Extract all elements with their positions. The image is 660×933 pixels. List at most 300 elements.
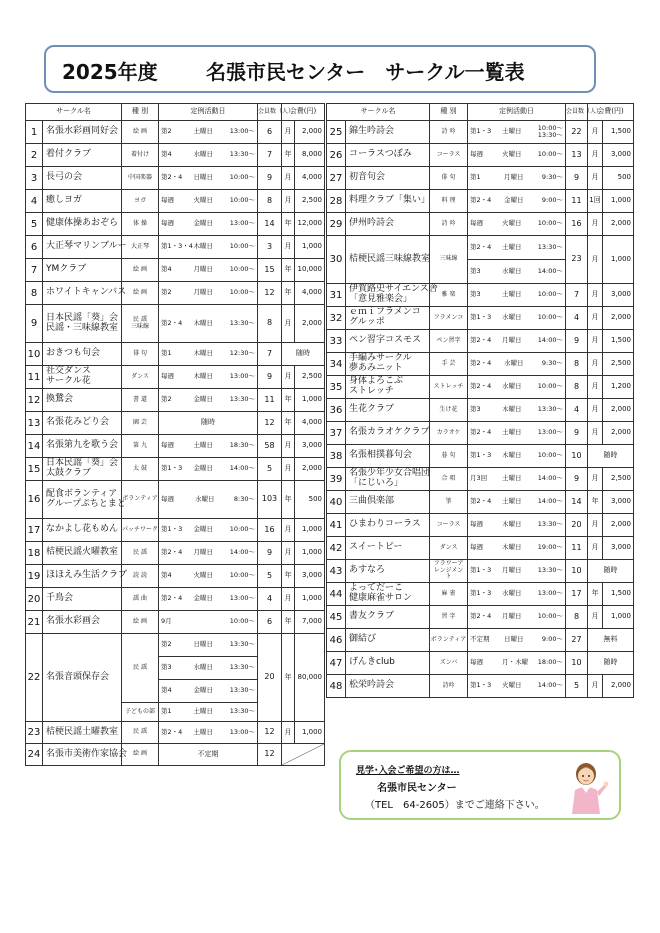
category: 詩 吟 xyxy=(430,213,468,236)
fee-amount: 2,500 xyxy=(603,468,634,491)
circle-table-right xyxy=(326,103,634,698)
contact-org: 名張市民センター xyxy=(377,783,457,794)
schedule-day: 木曜日 xyxy=(193,242,213,251)
schedule-frequency: 第2・4 xyxy=(161,548,183,557)
schedule xyxy=(159,373,257,380)
member-count: 8 xyxy=(258,305,282,343)
schedule-cell xyxy=(159,190,258,213)
schedule-cell xyxy=(159,458,258,481)
circle-row xyxy=(26,282,325,305)
category: 絵 画 xyxy=(122,259,159,282)
fee-amount: 2,000 xyxy=(603,675,634,698)
fee-note: 随時 xyxy=(588,445,634,468)
schedule xyxy=(159,266,257,273)
schedule-time: 10:00～ xyxy=(229,617,256,626)
schedule-time-2: 13:30～ xyxy=(537,131,564,139)
schedule-day: 月曜日 xyxy=(502,566,522,575)
fee-amount: 2,000 xyxy=(603,307,634,330)
schedule-time: 13:30～ xyxy=(537,242,564,251)
row-number: 23 xyxy=(26,722,43,744)
schedule-time: 12:30～ xyxy=(229,349,256,358)
schedule-cell xyxy=(159,282,258,305)
fee-unit: 月 xyxy=(282,305,295,343)
schedule-time: 10:00～ xyxy=(229,265,256,274)
schedule-time: 9:00～ xyxy=(541,196,564,205)
circle-row xyxy=(327,399,634,422)
category: 料 理 xyxy=(430,190,468,213)
schedule-day: 火曜日 xyxy=(193,196,213,205)
schedule-day: 木曜日 xyxy=(502,451,522,460)
category: ズンバ xyxy=(430,652,468,675)
schedule-time: 13:00～ xyxy=(229,727,256,736)
circle-name: 名張相撲暮句会 xyxy=(346,445,430,468)
schedule-frequency: 第2 xyxy=(161,395,172,404)
fee-unit: 月 xyxy=(282,167,295,190)
schedule-frequency: 第3 xyxy=(161,663,172,672)
schedule-frequency: 第2・4 xyxy=(161,727,183,736)
schedule-cell xyxy=(468,284,566,307)
row-number: 25 xyxy=(327,121,346,144)
schedule-frequency: 毎週 xyxy=(470,150,484,159)
row-number: 22 xyxy=(26,634,43,722)
category: 第 九 xyxy=(122,435,159,458)
circle-name: 名張市美術作家協会 xyxy=(43,744,122,766)
circle-row xyxy=(327,376,634,399)
category-line: フラワーア xyxy=(433,560,464,568)
fee-amount: 1,000 xyxy=(603,236,634,284)
circle-row xyxy=(327,144,634,167)
category-line: ト xyxy=(445,573,452,581)
schedule-frequency: 第1 xyxy=(161,349,172,358)
member-count: 12 xyxy=(258,282,282,305)
fee-amount: 1,000 xyxy=(295,236,325,259)
schedule-day: 水曜日 xyxy=(193,150,213,159)
fee-unit: 年 xyxy=(282,144,295,167)
circle-name: スイートピー xyxy=(346,537,430,560)
schedule-frequency: 第2・4 xyxy=(470,359,492,368)
schedule-frequency: 第1・3 xyxy=(470,681,492,690)
schedule-note: 不定期 xyxy=(159,744,258,766)
fee-unit: 年 xyxy=(282,282,295,305)
circle-row xyxy=(26,389,325,412)
schedule-time: 18:00～ xyxy=(537,658,564,667)
circle-row xyxy=(26,412,325,435)
schedule xyxy=(468,659,565,666)
schedule-cell xyxy=(159,565,258,588)
category: 合 唱 xyxy=(430,468,468,491)
circle-row xyxy=(327,629,634,652)
fee-amount: 2,500 xyxy=(295,190,325,213)
circle-row xyxy=(327,468,634,491)
circle-name: 生花クラブ xyxy=(346,399,430,422)
schedule xyxy=(159,687,257,694)
circle-name: 換鵞会 xyxy=(43,389,122,412)
category-line: 三味線 xyxy=(131,322,150,330)
fee-unit: 月 xyxy=(588,468,603,491)
category: ストレッチ xyxy=(430,376,468,399)
category: 習 字 xyxy=(430,606,468,629)
fee-amount: 2,500 xyxy=(603,353,634,376)
row-number: 34 xyxy=(327,353,346,376)
fee-amount: 2,500 xyxy=(295,366,325,389)
schedule-frequency: 第3 xyxy=(470,266,481,275)
circle-name xyxy=(346,376,430,399)
circle-row xyxy=(26,167,325,190)
contact-box xyxy=(339,750,621,820)
row-number: 31 xyxy=(327,284,346,307)
circle-name-line: 太鼓クラブ xyxy=(46,468,92,478)
contact-intro: 見学･入会ご希望の方は… xyxy=(356,766,460,776)
schedule-frequency: 毎週 xyxy=(470,543,484,552)
schedule-day: 木曜日 xyxy=(502,543,522,552)
schedule-time: 13:30～ xyxy=(229,686,256,695)
member-count: 6 xyxy=(258,611,282,634)
schedule xyxy=(159,618,257,625)
schedule-time: 13:30～ xyxy=(229,707,256,716)
schedule-day: 日曜日 xyxy=(503,635,524,644)
circle-name: 千鳥会 xyxy=(43,588,122,611)
schedule-frequency: 第2・4 xyxy=(470,428,492,437)
fee-amount: 1,000 xyxy=(295,722,325,744)
schedule-cell xyxy=(159,680,258,703)
schedule-cell xyxy=(159,519,258,542)
circle-name: 癒しヨガ xyxy=(43,190,122,213)
schedule-frequency: 第1・3 xyxy=(470,313,492,322)
fee-amount: 2,000 xyxy=(603,422,634,445)
circle-name: 名張第九を歌う会 xyxy=(43,435,122,458)
circle-row xyxy=(26,611,325,634)
fee-unit: 月 xyxy=(588,399,603,422)
member-count: 8 xyxy=(566,376,588,399)
category: 手 芸 xyxy=(430,353,468,376)
schedule-day: 火曜日 xyxy=(502,219,522,228)
circle-row xyxy=(327,307,634,330)
circle-name xyxy=(43,458,122,481)
schedule xyxy=(159,496,257,503)
schedule-day: 火曜日 xyxy=(193,571,213,580)
category: ボランティア xyxy=(430,629,468,652)
circle-name: 松栄吟詩会 xyxy=(346,675,430,698)
member-count: 12 xyxy=(258,722,282,744)
category: コーラス xyxy=(430,144,468,167)
circle-row xyxy=(327,652,634,675)
circle-row xyxy=(26,634,325,657)
row-number: 6 xyxy=(26,236,43,259)
schedule-cell xyxy=(468,213,566,236)
schedule-day: 木曜日 xyxy=(193,318,213,327)
category: 俳 句 xyxy=(122,343,159,366)
schedule-cell xyxy=(159,588,258,611)
circle-name: ほほえみ生活クラブ xyxy=(43,565,122,588)
fee-unit: 月 xyxy=(282,588,295,611)
circle-name xyxy=(43,305,122,343)
circle-name xyxy=(346,353,430,376)
row-number: 42 xyxy=(327,537,346,560)
schedule-day: 土曜日 xyxy=(502,428,522,437)
schedule-frequency: 第1・3 xyxy=(161,525,183,534)
header-row xyxy=(26,104,325,121)
schedule-day: 月曜日 xyxy=(193,288,213,297)
schedule-day: 土曜日 xyxy=(193,441,213,450)
schedule-day: 木曜日 xyxy=(193,349,213,358)
schedule-time: 14:00～ xyxy=(537,681,564,690)
fee-amount: 3,000 xyxy=(295,565,325,588)
category: ダンス xyxy=(122,366,159,389)
member-count: 8 xyxy=(258,190,282,213)
schedule xyxy=(468,268,565,275)
schedule xyxy=(159,664,257,671)
category: 絵 画 xyxy=(122,282,159,305)
schedule-day: 水曜日 xyxy=(502,589,522,598)
row-number: 20 xyxy=(26,588,43,611)
schedule-frequency: 第1・3・4 xyxy=(161,242,193,251)
row-number: 13 xyxy=(26,412,43,435)
schedule-frequency: 第2・4 xyxy=(470,196,492,205)
fee-amount: 2,000 xyxy=(603,399,634,422)
schedule-frequency: 第2・4 xyxy=(470,242,492,251)
circle-name xyxy=(43,366,122,389)
fee-unit: 月 xyxy=(588,121,603,144)
fee-unit: 月 xyxy=(282,542,295,565)
schedule xyxy=(468,125,565,139)
schedule xyxy=(159,289,257,296)
fee-unit: 月 xyxy=(588,606,603,629)
member-count: 23 xyxy=(566,236,588,284)
fee-unit: 月 xyxy=(282,458,295,481)
schedule-time: 10:00～ xyxy=(537,290,564,299)
circle-name-line: 「にじいろ」 xyxy=(349,478,404,488)
row-number: 47 xyxy=(327,652,346,675)
schedule xyxy=(159,396,257,403)
schedule-time: 13:30～ xyxy=(229,318,256,327)
schedule-time: 13:30～ xyxy=(537,520,564,529)
circle-name-line: 伊賀路史サイエンス舎 xyxy=(349,284,438,295)
schedule-cell xyxy=(159,121,258,144)
fee-amount: 1,000 xyxy=(603,606,634,629)
circle-row xyxy=(327,675,634,698)
row-number: 3 xyxy=(26,167,43,190)
schedule-cell xyxy=(159,144,258,167)
schedule-frequency: 第1・3 xyxy=(470,127,492,136)
schedule-frequency: 毎週 xyxy=(161,441,175,450)
schedule-time: 10:00～ xyxy=(229,196,256,205)
schedule xyxy=(468,314,565,321)
schedule-cell xyxy=(468,330,566,353)
member-count: 12 xyxy=(258,744,282,766)
fee-unit: 年 xyxy=(282,259,295,282)
circle-row xyxy=(26,144,325,167)
fee-unit: 月 xyxy=(282,121,295,144)
schedule-time: 13:30～ xyxy=(229,663,256,672)
category: 箏 xyxy=(430,491,468,514)
schedule-cell xyxy=(468,560,566,583)
header-fee: 会費(円) xyxy=(282,104,325,121)
category: ヨガ xyxy=(122,190,159,213)
schedule-time: 13:00～ xyxy=(537,428,564,437)
schedule xyxy=(159,708,257,715)
header-name: サークル名 xyxy=(26,104,122,121)
schedule-time: 13:00～ xyxy=(229,127,256,136)
schedule-frequency: 第2 xyxy=(161,127,172,136)
title-year: 2025年度 xyxy=(62,60,158,84)
schedule-frequency: 第2 xyxy=(161,288,172,297)
row-number: 43 xyxy=(327,560,346,583)
circle-name xyxy=(346,468,430,491)
member-count: 4 xyxy=(566,307,588,330)
row-number: 24 xyxy=(26,744,43,766)
schedule-time: 13:00～ xyxy=(229,219,256,228)
schedule-day: 土曜日 xyxy=(193,727,213,736)
schedule-day: 水曜日 xyxy=(193,663,213,672)
schedule-time: 10:00～ xyxy=(537,150,564,159)
schedule-time: 14:00～ xyxy=(537,266,564,275)
schedule-time: 14:00～ xyxy=(537,497,564,506)
schedule-cell xyxy=(468,514,566,537)
circle-row xyxy=(327,353,634,376)
schedule-day: 日曜日 xyxy=(193,173,213,182)
schedule-cell xyxy=(468,121,566,144)
schedule xyxy=(468,244,565,251)
schedule-frequency: 毎週 xyxy=(470,658,484,667)
fee-unit: 月 xyxy=(588,307,603,330)
member-count: 9 xyxy=(566,330,588,353)
schedule-time: 13:30～ xyxy=(229,150,256,159)
member-count: 10 xyxy=(566,652,588,675)
member-count: 27 xyxy=(566,629,588,652)
category: ダンス xyxy=(430,537,468,560)
fee-unit: 月 xyxy=(282,435,295,458)
schedule-day: 月曜日 xyxy=(503,173,524,182)
circle-name: ペン習字コスモス xyxy=(346,330,430,353)
circle-row xyxy=(26,588,325,611)
schedule-frequency: 第1 xyxy=(470,173,481,182)
fee-unit: 月 xyxy=(588,236,603,284)
fee-amount: 2,000 xyxy=(295,305,325,343)
schedule xyxy=(159,350,257,357)
fee-unit: 年 xyxy=(588,491,603,514)
row-number: 4 xyxy=(26,190,43,213)
fee-amount: 3,000 xyxy=(603,491,634,514)
category xyxy=(430,560,468,583)
circle-row xyxy=(26,343,325,366)
schedule-cell xyxy=(159,366,258,389)
schedule-time: 14:00～ xyxy=(537,474,564,483)
circle-name: 桔梗民謡火曜教室 xyxy=(43,542,122,565)
header-fee: 会費(円) xyxy=(588,104,634,121)
row-number: 45 xyxy=(327,606,346,629)
category-line: 民 謡 xyxy=(133,315,147,323)
schedule-day: 月曜日 xyxy=(193,265,213,274)
member-count: 4 xyxy=(258,588,282,611)
schedule-day: 月曜日 xyxy=(193,548,213,557)
circle-name: 大正琴マリンブルー xyxy=(43,236,122,259)
schedule-time: 10:00～ xyxy=(229,242,256,251)
schedule xyxy=(159,641,257,648)
schedule-time: 10:00～ xyxy=(537,451,564,460)
schedule-day: 月曜日 xyxy=(502,336,522,345)
category: 絵 画 xyxy=(122,744,159,766)
circle-name-line: 身体よろこぶ xyxy=(349,376,404,387)
schedule-time: 10:00～ xyxy=(229,173,256,182)
circle-row xyxy=(327,583,634,606)
schedule-cell xyxy=(159,167,258,190)
row-number: 5 xyxy=(26,213,43,236)
schedule xyxy=(468,567,565,574)
circle-name-line: よってだーこ xyxy=(349,583,404,594)
schedule-day: 金曜日 xyxy=(193,395,213,404)
circle-name xyxy=(43,481,126,519)
fee-unit: 年 xyxy=(282,634,295,722)
circle-name-line: 「意見雅楽会」 xyxy=(349,294,413,304)
schedule-day: 水曜日 xyxy=(502,382,522,391)
category: 着付け xyxy=(122,144,159,167)
schedule-cell xyxy=(159,305,258,343)
circle-table-left xyxy=(25,103,325,766)
schedule xyxy=(159,572,257,579)
schedule-day: 土曜日 xyxy=(193,707,213,716)
category: 麻 雀 xyxy=(430,583,468,606)
schedule-frequency: 第4 xyxy=(161,686,172,695)
fee-unit: 月 xyxy=(282,519,295,542)
schedule-time: 10:00～ xyxy=(229,288,256,297)
schedule-time: 13:00～ xyxy=(229,372,256,381)
schedule xyxy=(159,320,257,327)
schedule xyxy=(468,337,565,344)
circle-row xyxy=(327,491,634,514)
member-count: 16 xyxy=(258,519,282,542)
fee-unit: 月 xyxy=(282,236,295,259)
fee-note: 随時 xyxy=(588,560,634,583)
member-count: 103 xyxy=(258,481,282,519)
schedule-frequency: 第3 xyxy=(470,290,481,299)
schedule-cell xyxy=(159,481,258,519)
circle-row xyxy=(327,422,634,445)
schedule-time: 10:00～ xyxy=(537,219,564,228)
circle-row xyxy=(26,121,325,144)
schedule-frequency: 第2・4 xyxy=(161,173,183,182)
member-count: 58 xyxy=(258,435,282,458)
schedule-cell xyxy=(159,542,258,565)
row-number: 32 xyxy=(327,307,346,330)
schedule-cell xyxy=(159,611,258,634)
category: 民 謡 xyxy=(122,634,159,703)
category: 雅 楽 xyxy=(430,284,468,307)
schedule-time: 9:30～ xyxy=(541,359,564,368)
schedule-time: 9:00～ xyxy=(541,635,564,644)
circle-name: 錦生吟詩会 xyxy=(346,121,430,144)
schedule-day: 土曜日 xyxy=(193,127,213,136)
circle-row xyxy=(327,560,634,583)
fee-unit: 年 xyxy=(282,481,295,519)
schedule-cell xyxy=(159,389,258,412)
row-number: 15 xyxy=(26,458,43,481)
member-count: 7 xyxy=(566,284,588,307)
schedule xyxy=(468,521,565,528)
member-count: 8 xyxy=(566,353,588,376)
member-count: 11 xyxy=(566,190,588,213)
member-count: 5 xyxy=(258,458,282,481)
category: 体 操 xyxy=(122,213,159,236)
schedule-cell xyxy=(468,445,566,468)
circle-row xyxy=(327,190,634,213)
schedule-cell xyxy=(468,422,566,445)
schedule-time: 14:00～ xyxy=(229,548,256,557)
fee-amount: 7,000 xyxy=(295,611,325,634)
member-count: 17 xyxy=(566,583,588,606)
circle-row xyxy=(26,565,325,588)
schedule-cell xyxy=(159,435,258,458)
row-number: 33 xyxy=(327,330,346,353)
